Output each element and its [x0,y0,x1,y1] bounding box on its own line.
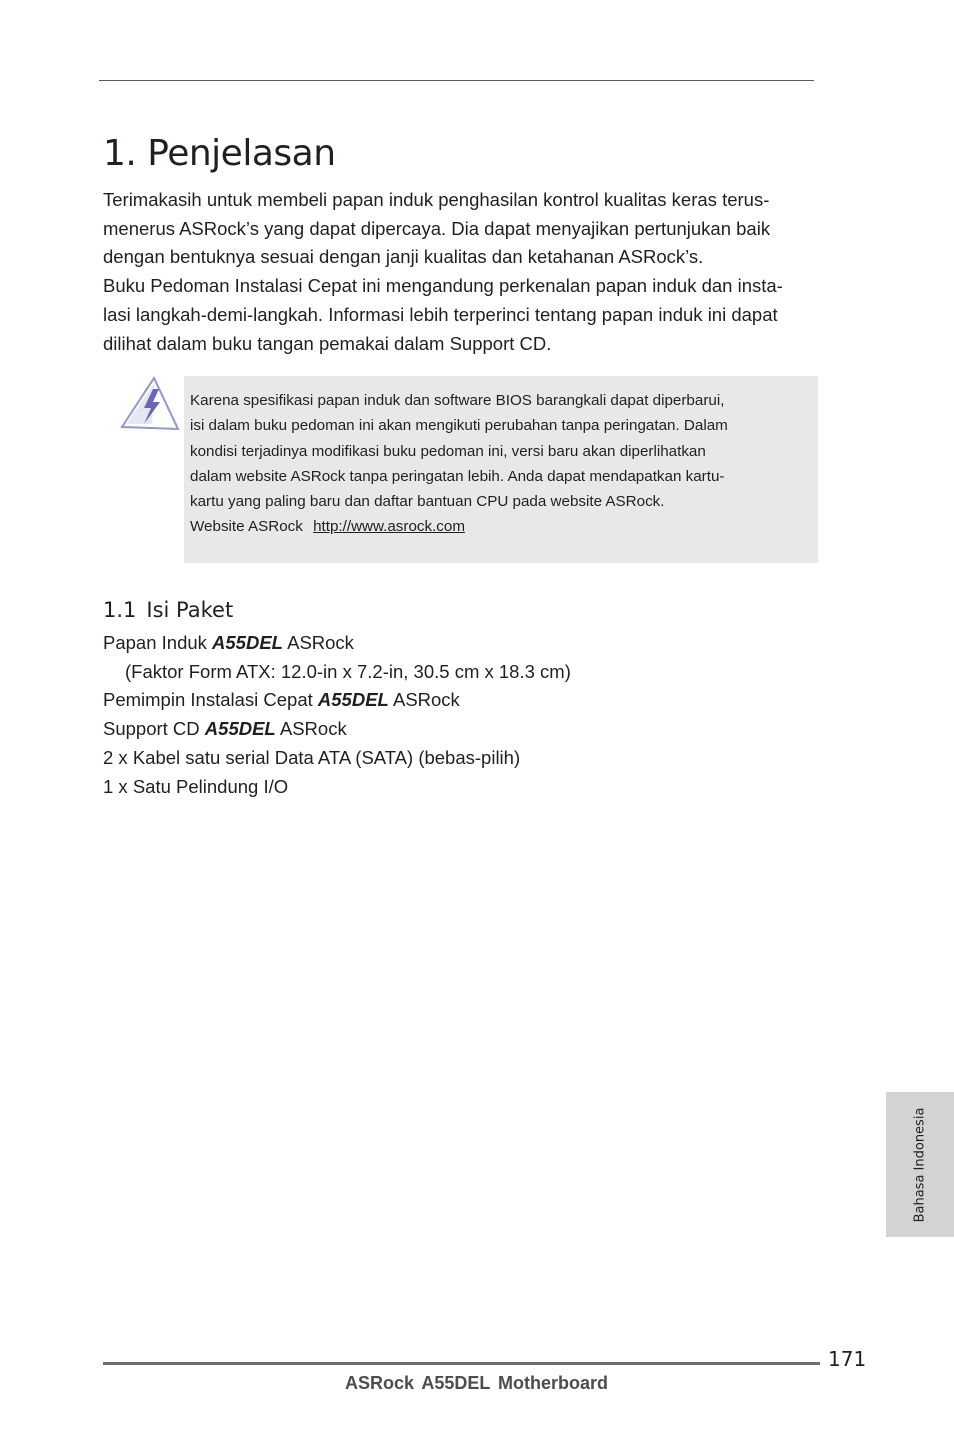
section-number: 1.1 [103,598,137,622]
model-name: A55DEL [317,689,389,711]
item-text: Papan Induk [103,632,213,653]
footer-title: ASRock A55DEL Motherboard [344,1373,609,1393]
language-side-tab [886,1092,954,1237]
intro-line: lasi langkah-demi-langkah. Informasi lebih terperinci tentang papan induk ini dapat [103,303,778,325]
note-text [190,388,805,540]
language-label: Bahasa Indonesia [912,1107,928,1222]
package-list [103,629,571,801]
list-item: 1 x Satu Pelindung I/O [103,775,289,797]
note-line: kartu yang paling baru dan daftar bantuan CPU pada website ASRock. [190,493,665,511]
intro-line: menerus ASRock’s yang dapat dipercaya. Dia dapat menyajikan pertunjukan baik [103,217,771,239]
note-line: isi dalam buku pedoman ini akan mengikuti perubahan tanpa peringatan. Dalam [190,417,728,435]
model-name: A55DEL [212,632,283,653]
item-text: ASRock [275,718,347,740]
list-item-detail: (Faktor Form ATX: 12.0-in x 7.2-in, 30.5 cm x 18.3 cm) [125,660,571,682]
intro-line: Terimakasih untuk membeli papan induk penghasilan kontrol kualitas keras terus- [103,189,770,210]
website-link[interactable]: http://www.asrock.com [313,518,465,536]
section-title: Isi Paket [146,598,234,622]
bottom-rule [103,1362,820,1365]
list-item: 2 x Kabel satu serial Data ATA (SATA) (bebas-pilih) [103,746,521,768]
website-label: Website ASRock [190,518,303,536]
note-line: dalam website ASRock tanpa peringatan lebih. Anda dapat mendapatkan kartu- [190,467,725,485]
note-line: kondisi terjadinya modifikasi buku pedoman ini, versi baru akan diperlihatkan [190,442,706,460]
item-text: ASRock [282,632,354,653]
note-line: Karena spesifikasi papan induk dan software BIOS barangkali dapat diperbarui, [190,392,725,409]
model-name: A55DEL [204,718,276,740]
item-text: Support CD [103,718,205,740]
item-text: Pemimpin Instalasi Cepat [103,689,318,711]
top-rule [99,80,814,81]
note-website-line [190,514,805,539]
intro-line: Buku Pedoman Instalasi Cepat ini mengandung perkenalan papan induk dan insta- [103,275,783,297]
list-item [103,686,571,715]
page-title: 1. Penjelasan [103,133,336,174]
page-number: 171 [828,1347,867,1371]
intro-line: dengan bentuknya sesuai dengan janji kualitas dan ketahanan ASRock’s. [103,246,704,268]
item-text: ASRock [388,689,460,711]
intro-paragraph [103,186,823,358]
list-item [103,715,571,744]
list-item [103,629,571,658]
warning-lightning-icon [118,375,182,433]
intro-line: dilihat dalam buku tangan pemakai dalam Support CD. [103,332,552,354]
section-heading [103,595,233,625]
